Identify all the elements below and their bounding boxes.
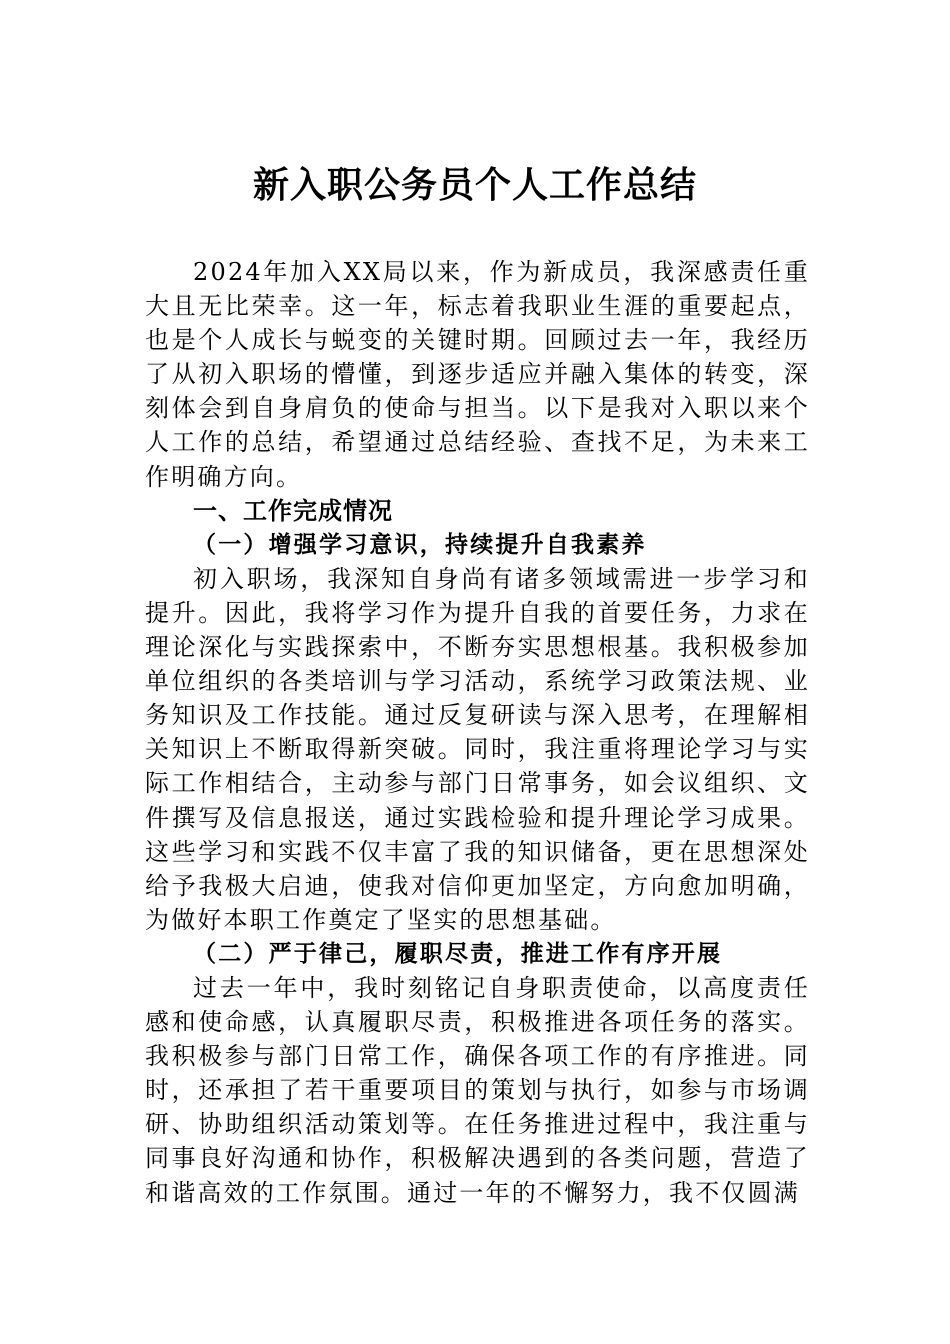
document-title: 新入职公务员个人工作总结 — [252, 164, 697, 206]
intro-paragraph: 2024年加入XX局以来，作为新成员，我深感责任重大且无比荣幸。这一年，标志着我职业生涯的重要起点，也是个人成长与蜕变的关键时期。回顾过去一年，我经历了从初入职场的懵懂，到逐步适应并融入集体的转变，深刻体会到自身肩负的使命与担当。以下是我对入职以来个人工作的总结，希望通过总结经验、查找不足，为未来工作明确方向。 — [145, 258, 810, 491]
subsection-heading-duty: （二）严于律己，履职尽责，推进工作有序开展 — [193, 939, 723, 967]
study-paragraph: 初入职场，我深知自身尚有诸多领域需进一步学习和提升。因此，我将学习作为提升自我的首要任务，力求在理论深化与实践探索中，不断夯实思想根基。我积极参加单位组织的各类培训与学习活动，系统学习政策法规、业务知识及工作技能。通过反复研读与深入思考，在理解相关知识上不断取得新突破。同时，我注重将理论学习与实际工作相结合，主动参与部门日常事务，如会议组织、文件撰写及信息报送，通过实践检验和提升理论学习成果。这些学习和实践不仅丰富了我的知识储备，更在思想深处给予我极大启迪，使我对信仰更加坚定，方向愈加明确，为做好本职工作奠定了坚实的思想基础。 — [145, 564, 810, 934]
section-heading-work-completion: 一、工作完成情况 — [193, 496, 393, 525]
document-body — [145, 255, 810, 1210]
duty-paragraph: 过去一年中，我时刻铭记自身职责使命，以高度责任感和使命感，认真履职尽责，积极推进各项任务的落实。我积极参与部门日常工作，确保各项工作的有序推进。同时，还承担了若干重要项目的策划与执行，如参与市场调研、协助组织活动策划等。在任务推进过程中，我注重与同事良好沟通和协作，积极解决遇到的各类问题，营造了和谐高效的工作氛围。通过一年的不懈努力，我不仅圆满 — [145, 973, 810, 1207]
subsection-heading-study: （一）增强学习意识，持续提升自我素养 — [193, 530, 647, 558]
